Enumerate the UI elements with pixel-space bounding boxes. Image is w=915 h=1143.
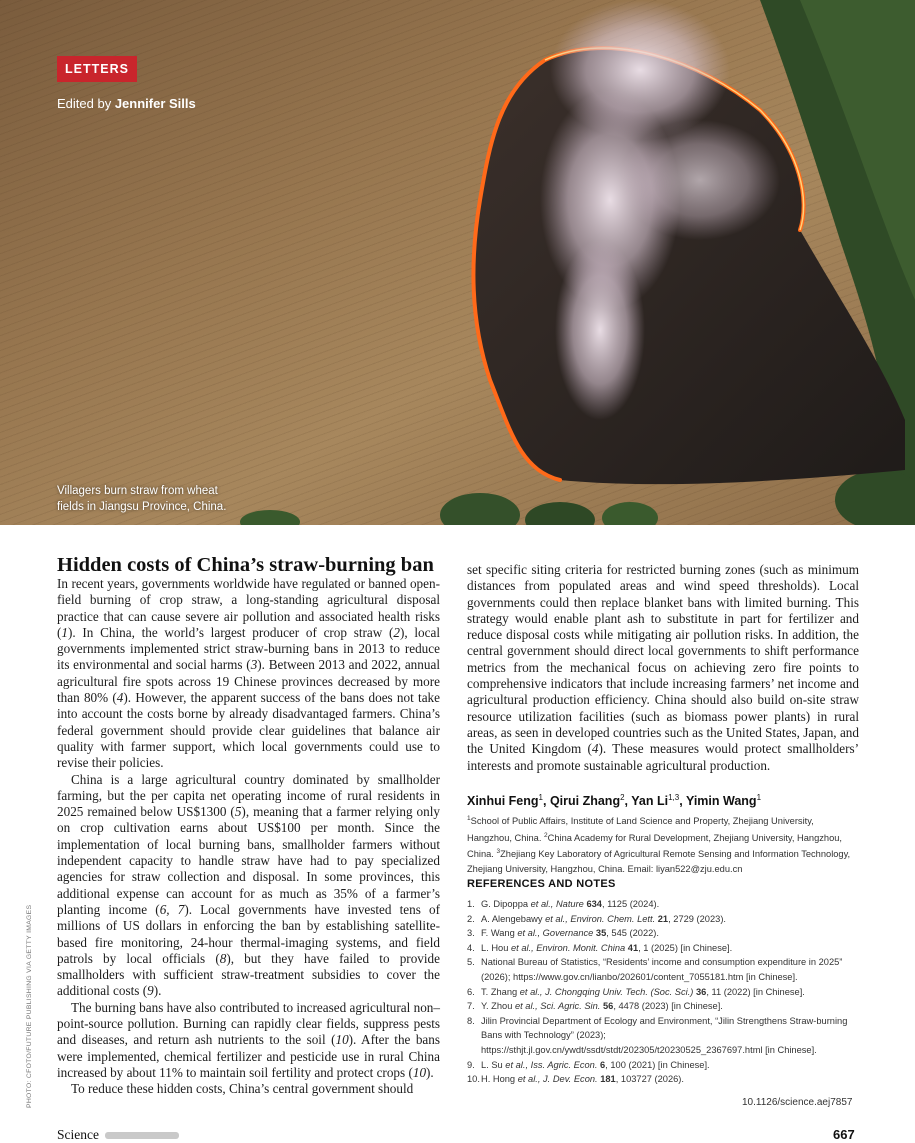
paragraph-4-continued: set specific siting criteria for restricted burning zones (such as minimum distances from populated areas and wind speed thresholds). Local governments could then replace blanket bans with limited burning. This strategy would enable plant ash to substitute in part for fertilizer and reduce disposal costs while mitigating air pollution risks. In addition, the central government should direct local governments to shift performance metrics from the mechanical focus on achieving zero fire points to comprehensive indicators that include increasing farmers’ net income and agricultural production efficiency. China should also build on-site straw resource utilization facilities (such as biomass power plants) in rural areas, as seen in developed countries such as the United States, Japan, and the United Kingdom (4). These measures would protect smallholders’ interests and promote sustainable agricultural production. [467,562,860,773]
author: Qirui Zhang$^2$, [549,793,632,809]
ref-citation[interactable]: 8 [219,950,227,966]
section-tag: LETTERS [57,56,137,82]
ref-citation[interactable]: 2 [393,624,400,640]
reference-item: 3. F. Wang et al., Governance 35, 545 (2022). [467,928,659,939]
page-number: 667 [833,1127,855,1142]
author: Yimin Wang$^1$ [685,793,762,809]
edited-by [57,96,196,111]
reference-item: 6. T. Zhang et al., J. Chongqing Univ. Tech. (Soc. Sci.) 36, 11 (2022) [in Chinese]. [467,986,805,997]
reference-item: 2. A. Alengebawy et al., Environ. Chem. Lett. 21, 2729 (2023). [467,913,726,924]
ref-citation[interactable]: 10 [412,1064,427,1080]
ref-citation[interactable]: 1 [61,624,68,640]
ref-citation[interactable]: 3 [250,657,258,673]
photo-caption [57,483,247,515]
author: Xinhui Feng$^1$, [467,793,550,809]
field-fire-illustration [0,0,915,525]
photo-credit: PHOTO: CFOTO/FUTURE PUBLISHING VIA GETTY IMAGES [26,904,33,1108]
paragraph-2: China is a large agricultural country dominated by smallholder farming, but the per capita net operating income of rural residents in 2025 remained below US$1300 (5), meaning that a farmer relying only on crop cultivation earns about US$100 per month. Since the implementation of local burning bans, smallholder farmers without independent capacity to handle straw have had to pay specialized agencies for straw collection and disposal. In some provinces, this additional expense can account for as much as 35% of a farmer’s planting income (6, 7). Local governments have invested tens of millions of US dollars in enforcing the ban by establishing satellite-based fire monitoring, 24-hour thermal-imaging systems, and field patrols by local officials (8), but they have failed to provide smallholders with sufficient straw-treatment subsidies to cover the additional costs (9). [57,771,440,999]
ref-citation[interactable]: 9 [147,983,154,999]
ref-citation[interactable]: 4 [591,741,599,757]
reference-item: 8. Jilin Provincial Department of Ecology and Environment, “Jilin Strengthens Straw-burning Bans with Technology” (2023); https://sthjt.jl.gov.cn/ywdt/ssdt/stdt/202305/t20230525_2367697.html [in Chinese]. [467,1015,848,1055]
article-title: Hidden costs of China’s straw-burning ban [57,554,434,576]
references-list [467,897,859,1087]
caption-line-2: fields in Jiangsu Province, China. [57,501,227,513]
reference-item: 9. L. Su et al., Iss. Agric. Econ. 6, 100 (2021) [in Chinese]. [467,1059,710,1070]
article-column-left [57,576,440,1098]
ref-citation[interactable]: 4 [116,690,124,706]
ref-citation[interactable]: 6, 7 [159,901,185,917]
paragraph-4: To reduce these hidden costs, China’s central government should [71,1081,414,1097]
reference-item: 5. National Bureau of Statistics, “Residents’ income and consumption expenditure in 2025” (2026); https://www.gov.cn/lianbo/202601/content_7055181.htm [in Chinese]. [467,957,843,982]
author-list [467,793,867,808]
journal-name: Science [57,1127,99,1142]
paragraph-1: In recent years, governments worldwide have regulated or banned open-field burning of crop straw, a long-standing agricultural disposal practice that can cause severe air pollution and associated health risks (1). In China, the world’s largest producer of crop straw (2), local governments implemented strict straw-burning bans in 2013 to reduce its environmental and social harms (3). Between 2013 and 2022, annual agricultural fire spots across 19 Chinese provinces decreased by more than 80% (4). However, the apparent success of the bans does not take into account the costs borne by already disadvantaged farmers. China’s federal government should provide clear guidelines that balance air quality with farmer support, which local governments could use to revise their policies. [57,576,440,771]
article-column-right [467,562,859,774]
edited-by-prefix: Edited by [57,96,112,111]
issue-date-redacted [105,1132,179,1139]
reference-item: 1. G. Dipoppa et al., Nature 634, 1125 (2024). [467,899,660,909]
reference-item: 10. H. Hong et al., J. Dev. Econ. 181, 103727 (2026). [467,1074,684,1085]
author: Yan Li$^{1,3}$, [631,793,686,809]
ref-citation[interactable]: 5 [234,804,242,820]
ref-citation[interactable]: 10 [335,1032,349,1048]
paragraph-3: The burning bans have also contributed to increased agricultural non–point-source pollution. Burning can rapidly clear fields, suppress pests and diseases, and return ash nutrients to the soil (10). After the bans were implemented, chemical fertilizer and pesticide use in rural China increased by about 11% to maintain soil fertility and protect crops (10). [57,999,441,1080]
reference-item: 4. L. Hou et al., Environ. Monit. China 41, 1 (2025) [in Chinese]. [467,942,733,953]
hero-photo [0,0,915,525]
doi[interactable]: 10.1126/science.aej7857 [742,1097,853,1108]
editor-name: Jennifer Sills [114,96,196,111]
affiliations: $^1$School of Public Affairs, Institute of Land Science and Property, Zhejiang University, Hangzhou, China. $^2$China Academy for Rural Development, Zhejiang University, Hangzhou, China. $^3$Zhejiang Key Laboratory of Agricultural Remote Sensing and Information Technology, Zhejiang University, Hangzhou, China. Email: liyan522@zju.edu.cn [467,815,851,874]
reference-item: 7. Y. Zhou et al., Sci. Agric. Sin. 56, 4478 (2023) [in Chinese]. [467,1001,723,1012]
references-heading: REFERENCES AND NOTES [467,878,616,890]
caption-line-1: Villagers burn straw from wheat [57,485,218,497]
